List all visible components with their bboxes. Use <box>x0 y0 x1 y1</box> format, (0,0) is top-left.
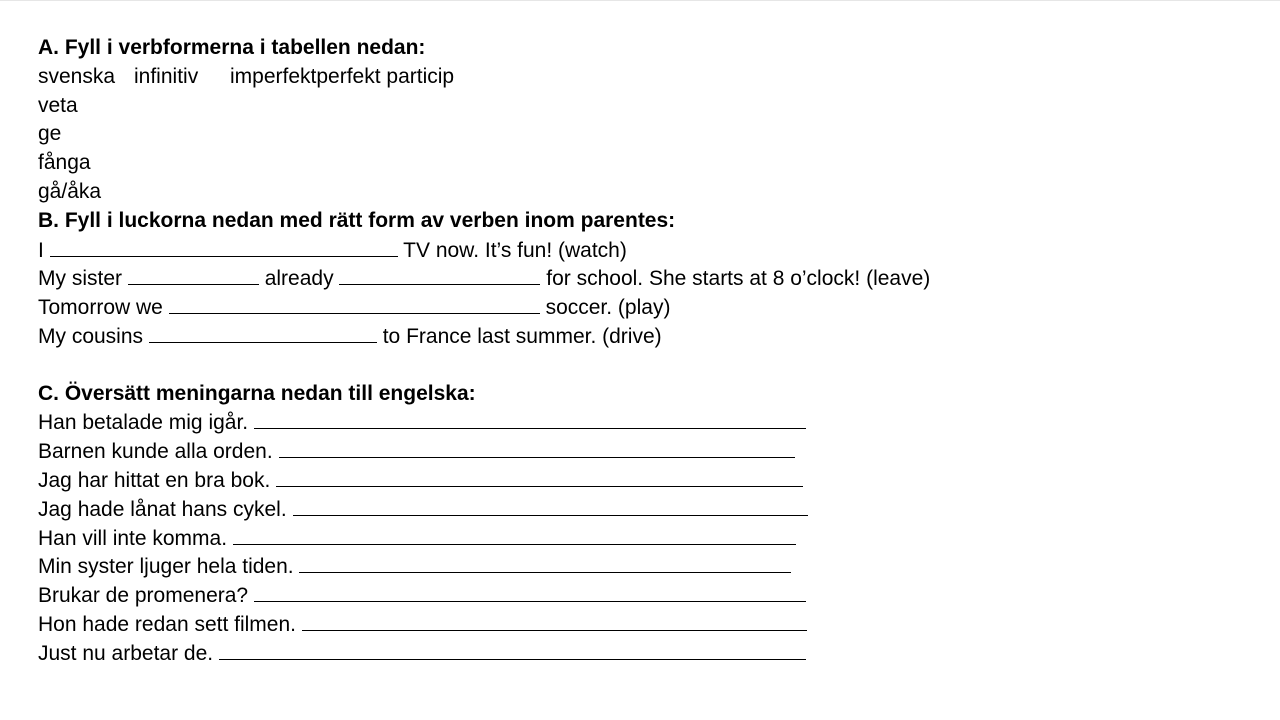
worksheet <box>38 34 1238 668</box>
gap-text-after: to France last summer. (drive) <box>382 324 662 348</box>
answer-blank[interactable] <box>339 264 540 285</box>
gap-text-after: TV now. It’s fun! (watch) <box>403 238 627 262</box>
gap-text-after: for school. She starts at 8 o’clock! (leave) <box>546 267 931 291</box>
section-a-heading: A. Fyll i verbformerna i tabellen nedan: <box>38 36 426 59</box>
swedish-sentence: Barnen kunde alla orden. <box>38 440 273 464</box>
translation-item <box>38 639 1238 668</box>
answer-blank[interactable] <box>276 466 803 487</box>
gap-text-after: soccer. (play) <box>545 296 671 320</box>
swedish-sentence: Jag hade lånat hans cykel. <box>38 497 287 521</box>
gap-fill-item <box>38 293 1238 322</box>
translation-item <box>38 408 1238 437</box>
answer-blank[interactable] <box>169 293 540 314</box>
section-b-heading: B. Fyll i luckorna nedan med rätt form av verben inom parentes: <box>38 208 676 232</box>
gap-text-middle: already <box>264 267 334 291</box>
swedish-sentence: Min syster ljuger hela tiden. <box>38 555 294 579</box>
swedish-sentence: Jag har hittat en bra bok. <box>38 468 271 492</box>
section-spacer <box>38 351 1238 380</box>
swedish-sentence: Hon hade redan sett filmen. <box>38 612 296 636</box>
translation-item <box>38 495 1238 524</box>
answer-blank[interactable] <box>50 236 398 257</box>
answer-blank[interactable] <box>293 495 808 516</box>
answer-blank[interactable] <box>299 552 791 573</box>
answer-blank[interactable] <box>254 408 806 429</box>
answer-blank[interactable] <box>279 437 795 458</box>
gap-fill-item <box>38 322 1238 351</box>
column-header-imperfekt: imperfekt <box>230 64 317 88</box>
gap-text-before: I <box>38 238 44 262</box>
gap-fill-item <box>38 236 1238 265</box>
verb-table-header <box>38 63 1238 92</box>
translation-item <box>38 552 1238 581</box>
section-c-heading: C. Översätt meningarna nedan till engelska: <box>38 381 476 405</box>
gap-text-before: Tomorrow we <box>38 296 163 320</box>
swedish-sentence: Just nu arbetar de. <box>38 641 214 665</box>
answer-blank[interactable] <box>233 524 796 545</box>
answer-blank[interactable] <box>219 639 806 660</box>
translation-item <box>38 610 1238 639</box>
translation-item <box>38 466 1238 495</box>
translation-item <box>38 581 1238 610</box>
translation-item <box>38 437 1238 466</box>
verb-table-row: fånga <box>38 151 91 175</box>
gap-text-before: My sister <box>38 267 122 291</box>
verb-table-row: veta <box>38 93 78 117</box>
column-header-svenska: svenska <box>38 64 116 88</box>
answer-blank[interactable] <box>302 610 807 631</box>
column-header-infinitiv: infinitiv <box>134 64 199 88</box>
swedish-sentence: Han betalade mig igår. <box>38 411 249 435</box>
answer-blank[interactable] <box>128 264 259 285</box>
answer-blank[interactable] <box>254 581 806 602</box>
column-header-perfekt-particip: perfekt particip <box>316 64 455 88</box>
gap-text-before: My cousins <box>38 324 144 348</box>
verb-table-row: gå/åka <box>38 179 102 203</box>
swedish-sentence: Brukar de promenera? <box>38 584 249 608</box>
translation-item <box>38 524 1238 553</box>
answer-blank[interactable] <box>149 322 377 343</box>
swedish-sentence: Han vill inte komma. <box>38 526 228 550</box>
gap-fill-item <box>38 264 1238 293</box>
verb-table-row: ge <box>38 122 62 146</box>
